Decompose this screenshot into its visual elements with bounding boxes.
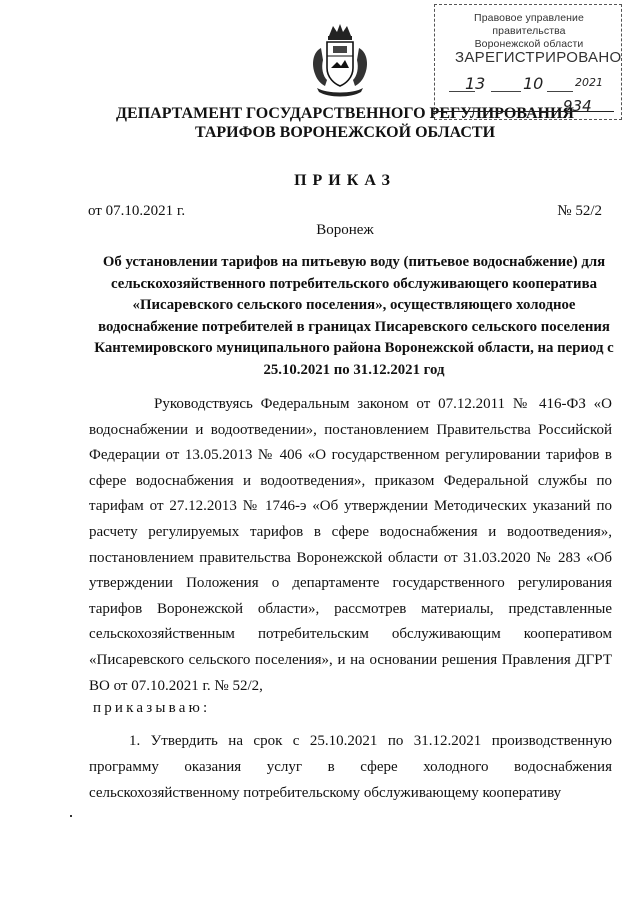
department-line1: ДЕПАРТАМЕНТ ГОСУДАРСТВЕННОГО РЕГУЛИРОВАНИЯ [116,105,574,122]
stamp-number: 934 [563,97,592,115]
stamp-underline [432,111,614,112]
order-item-1: 1. Утвердить на срок с 25.10.2021 по 31.12.2021 производственную программу оказания услуг в сфере холодного водоснабжения сельскохозяйственному потребительскому обслуживающему кооперативу [89,733,612,802]
stamp-date-underline [547,91,573,92]
department-name [110,104,580,142]
stamp-date-underline [491,91,521,92]
order-number: № 52/2 [557,203,602,219]
decree-word: приказываю: [93,700,211,716]
stamp-date-underline [449,91,475,92]
registration-stamp [434,4,622,120]
margin-mark [70,815,72,817]
stamp-registered-label: ЗАРЕГИСТРИРОВАНО [455,49,622,66]
stamp-month: 10 [523,74,544,93]
order-city: Воронеж [316,222,374,238]
stamp-organization [443,12,615,51]
stamp-org-line2: Воронежской области [474,38,584,50]
coat-of-arms-icon [307,22,373,98]
stamp-day: 13 [465,74,486,93]
stamp-year: 2021 [575,76,603,89]
preamble-paragraph: Руководствуясь Федеральным законом от 07.12.2011 № 416-ФЗ «О водоснабжении и водоотведении», постановлением Правительства Российской Федерации от 13.05.2013 № 406 «О государственном регулировании тарифов в сфере водоснабжения и водоотведения», приказом Федеральной службы по тарифам от 27.12.2013 № 1746-э «Об утверждении Методических указаний по расчету регулируемых тарифов в сфере водоснабжения и водоотведения», постановлением правительства Воронежской области от 31.03.2020 № 283 «Об утверждении Положения о департаменте государственного регулирования тарифов Воронежской области», рассмотрев материалы, представленные сельскохозяйственным потребительским обслуживающим кооперативом «Писаревского сельского поселения», и на основании решения Правления ДГРТ ВО от 07.10.2021 г. № 52/2, [89,396,612,694]
order-subject: Об установлении тарифов на питьевую воду (питьевое водоснабжение) для сельскохозяйственного потребительского обслуживающего кооператива «Писаревского сельского поселения», осуществляющего холодное водоснабжение потребителей в границах Писаревского сельского поселения Кантемировского муниципального района Воронежской области, на период с 25.10.2021 по 31.12.2021 год [94,254,614,378]
order-date: от 07.10.2021 г. [88,203,186,219]
stamp-org-line1: Правовое управление правительства [474,12,584,37]
order-title: ПРИКАЗ [294,172,396,189]
department-line2: ТАРИФОВ ВОРОНЕЖСКОЙ ОБЛАСТИ [194,124,496,141]
